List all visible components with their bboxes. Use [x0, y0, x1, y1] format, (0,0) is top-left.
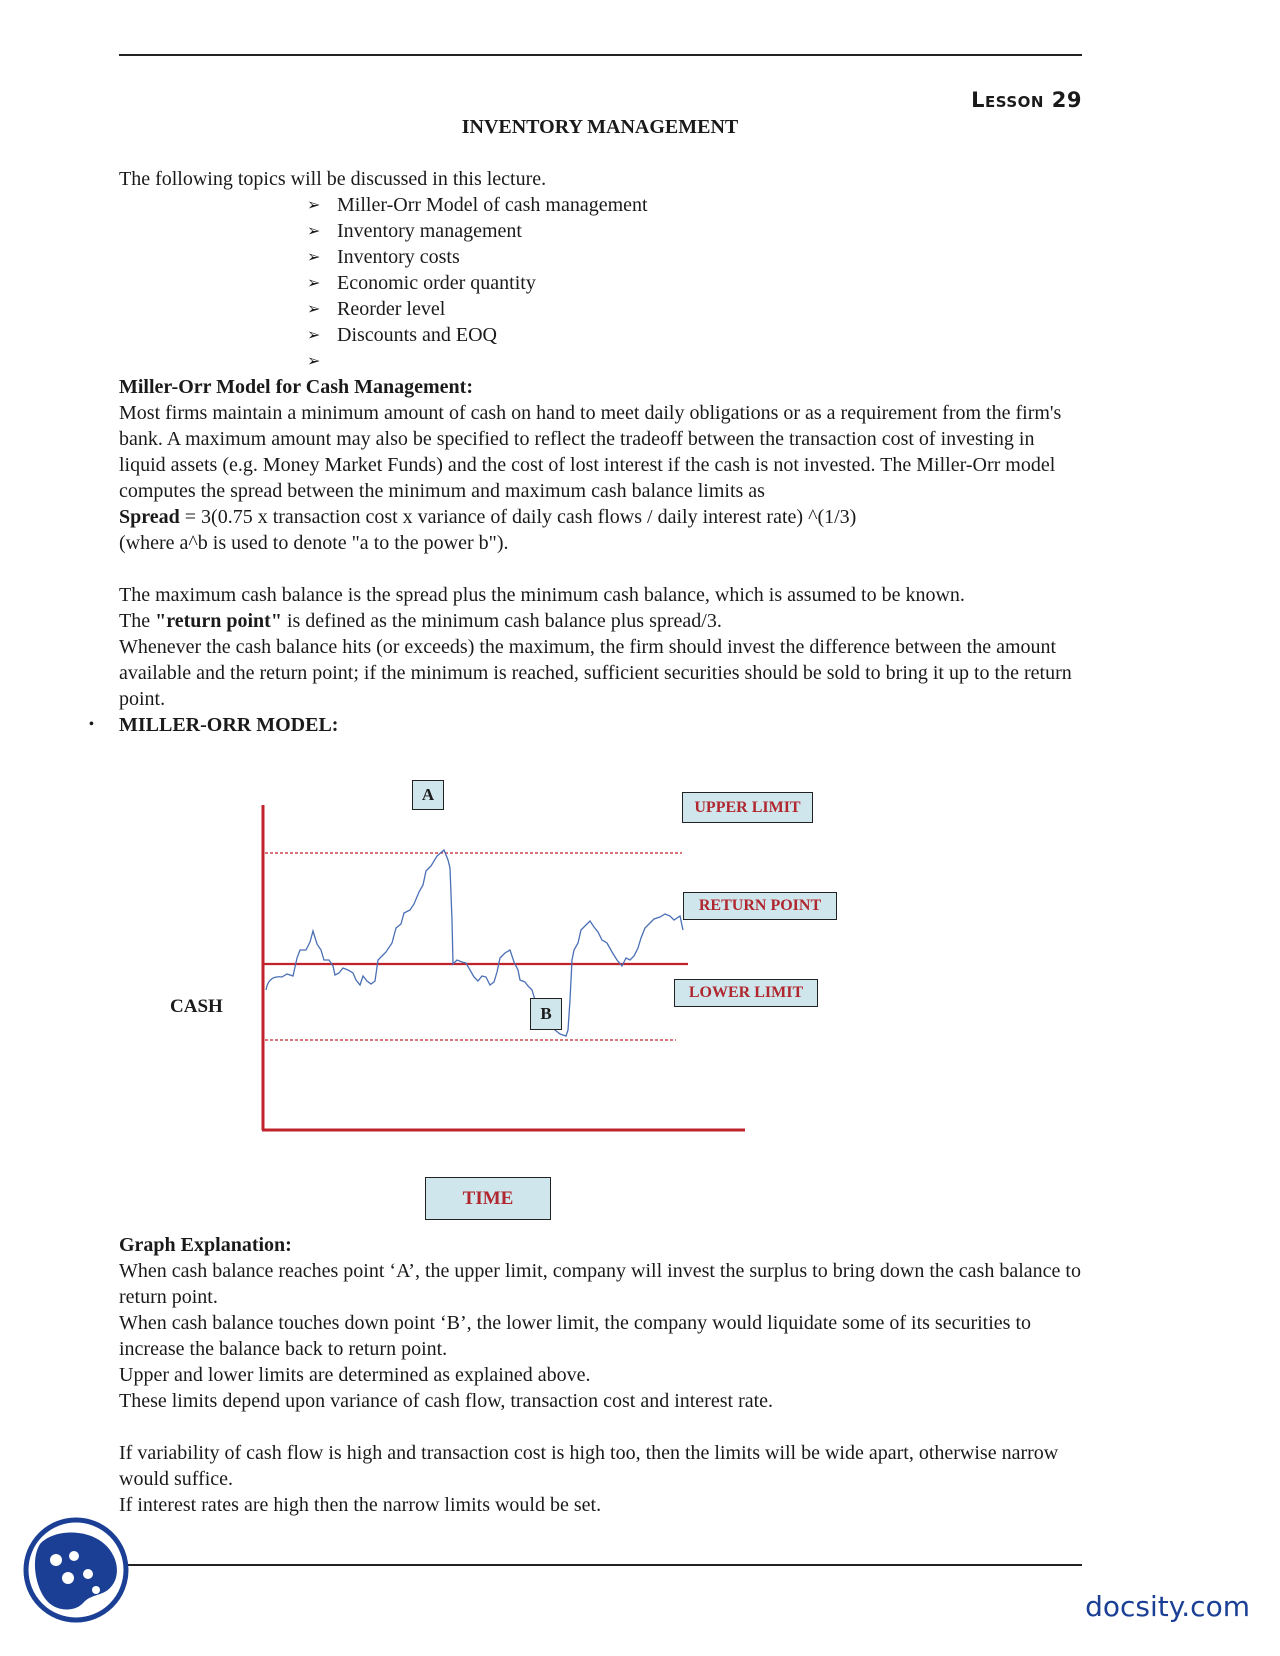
bullet-dot-icon: •: [89, 717, 94, 732]
explanation-line: If interest rates are high then the narrow limits would be set.: [119, 1494, 602, 1516]
main-content: [89, 166, 1084, 738]
explanation-line: These limits depend upon variance of cash flow, transaction cost and interest rate.: [119, 1390, 774, 1412]
bottom-rule: [119, 1564, 1082, 1566]
spread-formula: Spread = 3(0.75 x transaction cost x variance of daily cash flows / daily interest rate) ^(1/3): [119, 506, 857, 528]
arrow-bullet-icon: ➢: [307, 299, 321, 318]
list-item: ➢ Discounts and EOQ: [307, 324, 497, 346]
arrow-bullet-icon: ➢: [307, 325, 321, 344]
point-a-label: A: [412, 780, 444, 810]
list-item: ➢ Inventory costs: [307, 246, 460, 268]
list-item: [307, 348, 1084, 374]
list-item: ➢ Inventory management: [307, 220, 522, 242]
top-rule: [119, 54, 1082, 56]
explanation-line: When cash balance touches down point ‘B’, the lower limit, the company would liquidate some of its securities to increase the balance back to return point.: [119, 1312, 1032, 1360]
arrow-bullet-icon: ➢: [307, 221, 321, 240]
arrow-bullet-icon: ➢: [307, 351, 321, 370]
return-point-label: RETURN POINT: [683, 892, 837, 920]
return-point-note: The "return point" is defined as the minimum cash balance plus spread/3.: [119, 610, 722, 632]
spread-label: Spread: [119, 506, 180, 528]
max-note: The maximum cash balance is the spread plus the minimum cash balance, which is assumed to be known.: [119, 584, 965, 606]
explanation-line: If variability of cash flow is high and transaction cost is high too, then the limits will be wide apart, otherwise narrow would suffice.: [119, 1442, 1059, 1490]
miller-orr-diagram: [0, 785, 1280, 1230]
bullet-heading: • MILLER-ORR MODEL:: [89, 714, 339, 736]
list-item: ➢ Reorder level: [307, 298, 446, 320]
arrow-bullet-icon: ➢: [307, 247, 321, 266]
docsity-brand-link[interactable]: docsity.com: [1085, 1590, 1250, 1623]
cash-balance-path: [266, 850, 683, 1036]
point-b-label: B: [530, 998, 562, 1030]
upper-limit-label: UPPER LIMIT: [682, 792, 813, 823]
docsity-logo-icon: [22, 1516, 130, 1624]
lower-limit-label: LOWER LIMIT: [674, 979, 818, 1007]
topic-list: [119, 192, 1084, 374]
explanation-heading: Graph Explanation:: [119, 1234, 292, 1256]
explanation-line: Upper and lower limits are determined as explained above.: [119, 1364, 591, 1386]
section-heading: Miller-Orr Model for Cash Management:: [119, 376, 473, 398]
section-paragraph: Most firms maintain a minimum amount of cash on hand to meet daily obligations or as a requirement from the firm's bank. A maximum amount may also be specified to reflect the tradeoff between the transaction cost of investing in liquid assets (e.g. Money Market Funds) and the cost of lost interest if the cash is not invested. The Miller-Orr model computes the spread between the minimum and maximum cash balance limits as: [119, 402, 1062, 502]
page-title: INVENTORY MANAGEMENT: [461, 116, 739, 138]
power-note: (where a^b is used to denote "a to the power b").: [119, 532, 509, 554]
lesson-number: Lesson 29: [971, 88, 1082, 112]
intro-text: The following topics will be discussed in this lecture.: [119, 168, 547, 190]
whenever-note: Whenever the cash balance hits (or exceeds) the maximum, the firm should invest the difference between the amount available and the return point; if the minimum is reached, sufficient securities should be sold to bring it up to the return point.: [119, 636, 1072, 710]
y-axis-label: CASH: [170, 996, 223, 1017]
graph-explanation: [119, 1232, 1084, 1518]
x-axis-label: TIME: [425, 1177, 551, 1220]
list-item: ➢ Miller-Orr Model of cash management: [307, 194, 648, 216]
arrow-bullet-icon: ➢: [307, 195, 321, 214]
list-item: ➢ Economic order quantity: [307, 272, 536, 294]
arrow-bullet-icon: ➢: [307, 273, 321, 292]
explanation-line: When cash balance reaches point ‘A’, the upper limit, company will invest the surplus to bring down the cash balance to return point.: [119, 1260, 1081, 1308]
